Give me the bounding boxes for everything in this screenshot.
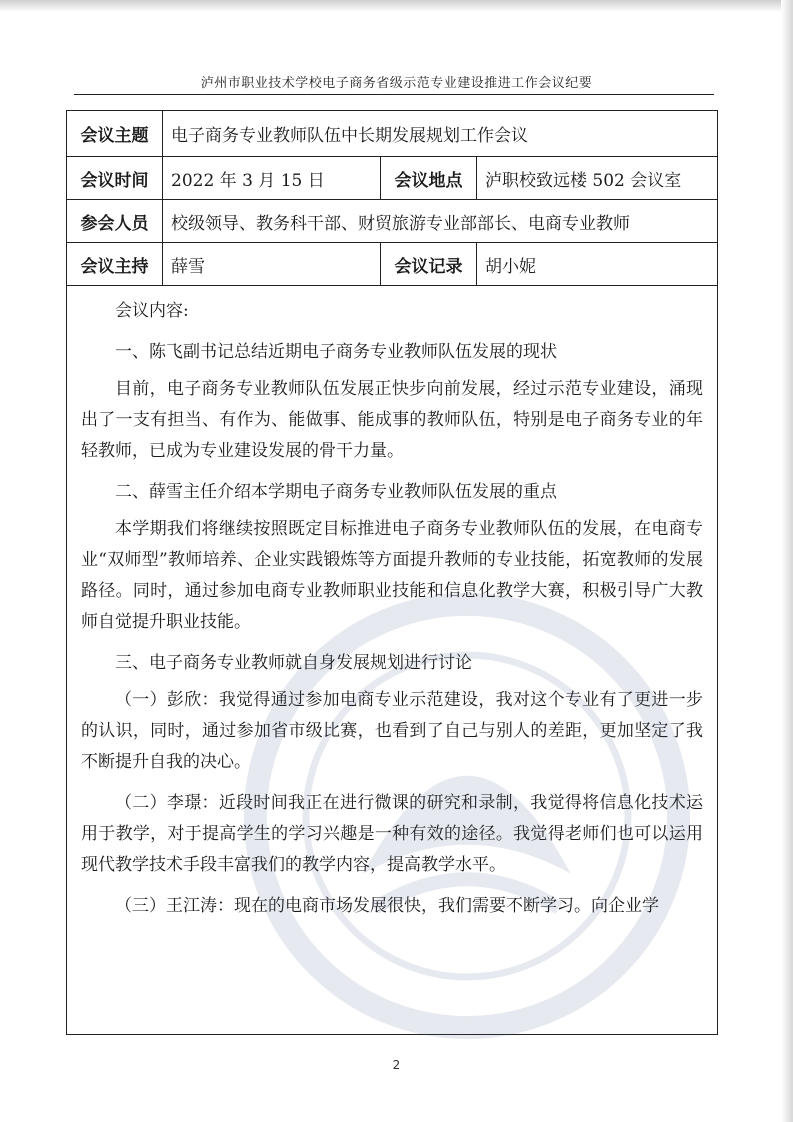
section-2-title: 二、薛雪主任介绍本学期电子商务专业教师队伍发展的重点 bbox=[115, 482, 557, 502]
recorder-label: 会议记录 bbox=[380, 243, 476, 285]
content-heading: 会议内容: bbox=[115, 301, 189, 321]
row-host-recorder bbox=[67, 243, 717, 286]
time-value: 2022 年 3 月 15 日 bbox=[162, 157, 380, 199]
page-header-title: 泸州市职业技术学校电子商务省级示范专业建设推进工作会议纪要 bbox=[200, 76, 593, 91]
place-value: 泸职校致远楼 502 会议室 bbox=[476, 157, 717, 199]
place-label: 会议地点 bbox=[380, 157, 476, 199]
meeting-content bbox=[67, 286, 717, 922]
scan-right-edge bbox=[781, 0, 793, 1122]
minutes-table bbox=[66, 110, 718, 1035]
page-number: 2 bbox=[392, 1058, 401, 1072]
section-2-body: 本学期我们将继续按照既定目标推进电子商务专业教师队伍的发展，在电商专业“双师型”教师培养、企业实践锻炼等方面提升教师的专业技能，拓宽教师的发展路径。同时，通过参加电商专业教师职业技能和信息化教学大赛，积极引导广大教师自觉提升职业技能。 bbox=[81, 519, 703, 632]
discussion-peng-xin: （一）彭欣：我觉得通过参加电商专业示范建设，我对这个专业有了更进一步的认识，同时，通过参加省市级比赛，也看到了自己与别人的差距，更加坚定了我不断提升自我的决心。 bbox=[81, 690, 703, 772]
topic-value: 电子商务专业教师队伍中长期发展规划工作会议 bbox=[162, 111, 717, 156]
row-topic bbox=[67, 111, 717, 157]
host-label: 会议主持 bbox=[80, 256, 149, 277]
time-label: 会议时间 bbox=[80, 170, 149, 191]
row-time-place bbox=[67, 157, 717, 200]
recorder-value: 胡小妮 bbox=[476, 243, 717, 285]
section-1-title: 一、陈飞副书记总结近期电子商务专业教师队伍发展的现状 bbox=[115, 342, 557, 362]
attendees-label: 参会人员 bbox=[80, 213, 149, 234]
header-rule bbox=[74, 94, 714, 95]
row-attendees bbox=[67, 200, 717, 243]
discussion-wang-jiangtao: （三）王江涛：现在的电商市场发展很快，我们需要不断学习。向企业学 bbox=[115, 896, 659, 916]
topic-label: 会议主题 bbox=[80, 126, 149, 146]
section-3-title: 三、电子商务专业教师就自身发展规划进行讨论 bbox=[115, 653, 472, 673]
scan-top-edge bbox=[0, 0, 793, 12]
attendees-value: 校级领导、教务科干部、财贸旅游专业部部长、电商专业教师 bbox=[162, 200, 717, 242]
host-value: 薛雪 bbox=[162, 243, 380, 285]
section-1-body: 目前，电子商务专业教师队伍发展正快步向前发展，经过示范专业建设，涌现出了一支有担当、有作为、能做事、能成事的教师队伍，特别是电子商务专业的年轻教师，已成为专业建设发展的骨干力量。 bbox=[81, 379, 703, 461]
discussion-li-jing: （二）李璟：近段时间我正在进行微课的研究和录制，我觉得将信息化技术运用于教学，对于提高学生的学习兴趣是一种有效的途径。我觉得老师们也可以运用现代教学技术手段丰富我们的教学内容，提高教学水平。 bbox=[81, 793, 703, 875]
